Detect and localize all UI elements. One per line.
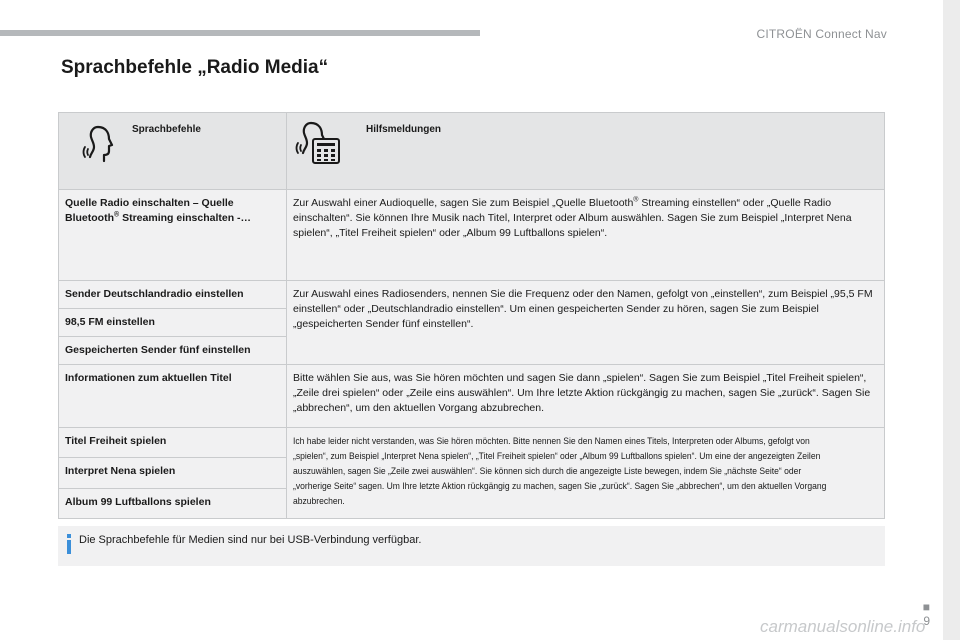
voice-command-icon [81,121,121,168]
table-row [59,281,885,309]
help-text: Zur Auswahl einer Audioquelle, sagen Sie zum Beispiel „Quelle Bluetooth [293,197,634,209]
info-icon [64,534,74,559]
registered-mark: ® [633,196,639,204]
command-cell: Interpret Nena spielen [59,458,287,489]
table-row [59,428,885,458]
page-edge-strip [943,0,960,640]
help-cell: Zur Auswahl eines Radiosenders, nennen Sie die Frequenz oder den Namen, gefolgt von „einstellen“, zum Beispiel „95,5 FM einstellen“ oder „Deutschlandradio einstellen“. Um einen gespeicherten Sender zu hören, sagen Sie zum Beispiel „gespeicherten Sender fünf einstellen“. [287,281,885,365]
command-cell: Sender Deutschlandradio einstellen [59,281,287,309]
voice-command-table [58,112,885,519]
command-cell: Album 99 Luftballons spielen [59,489,287,519]
header-label-help: Hilfsmeldungen [366,124,442,135]
header-label-commands: Sprachbefehle [132,124,201,135]
table-header-row [59,113,885,190]
header-cell-help [287,113,885,190]
command-cell: Titel Freiheit spielen [59,428,287,458]
command-text: Quelle Radio einschalten – Quelle Bluetooth [65,197,234,224]
header-rule [0,30,480,36]
table-row [59,190,885,281]
header-brand: CITROËN Connect Nav [756,27,887,41]
command-text: Streaming einschalten -… [119,212,252,224]
voice-help-keypad-icon [295,119,343,170]
header-cell-commands [59,113,287,190]
command-cell: 98,5 FM einstellen [59,309,287,337]
info-note [58,526,885,566]
watermark: carmanualsonline.info [760,617,926,636]
registered-mark: ® [114,211,120,219]
page-title: Sprachbefehle „Radio Media“ [61,57,329,78]
info-note-text: Die Sprachbefehle für Medien sind nur bei USB-Verbindung verfügbar. [79,534,422,546]
command-cell: Gespeicherten Sender fünf einstellen [59,337,287,365]
help-text-small: Ich habe leider nicht verstanden, was Sie hören möchten. Bitte nennen Sie den Namen eines Titels, Interpreten oder Albums, gefolgt von „spielen“, zum Beispiel „Interpret Nena spielen“, „Titel Freiheit spielen“ oder „Album 99 Luftballons spielen“. Um eine der angezeigten Zeilen auszuwählen, sagen Sie „Zeile zwei auswählen“. Sie können sich durch die angezeigte Liste bewegen, indem Sie „nächste Seite“ oder „vorherige Seite“ sagen. Um Ihre letzte Aktion rückgängig zu machen, sagen Sie „zurück“. Sagen Sie „abbrechen“, um den aktuellen Vorgang abzubrechen. [293,436,827,506]
help-cell [287,428,885,519]
help-cell: Bitte wählen Sie aus, was Sie hören möchten und sagen Sie dann „spielen“. Sagen Sie zum Beispiel „Titel Freiheit spielen“, „Zeile drei spielen“ oder „Zeile eins auswählen“. Um Ihre letzte Aktion rückgängig zu machen, sagen Sie „zurück“. Sagen Sie „abbrechen“, um den aktuellen Vorgang abzubrechen. [287,365,885,428]
page-number-text: ■ 9 [922,600,930,628]
help-text: Streaming einstellen“ oder „Quelle Radio einschalten“. Sie können Ihre Musik nach Titel, Interpret oder Album auswählen. Sagen Sie zum Beispiel „Interpret Nena spielen“, „Titel Freiheit spielen“ oder „Album 99 Luftballons spielen“. [293,197,852,239]
help-cell [287,190,885,281]
command-cell [59,190,287,281]
table-row [59,365,885,428]
command-cell: Informationen zum aktuellen Titel [59,365,287,428]
